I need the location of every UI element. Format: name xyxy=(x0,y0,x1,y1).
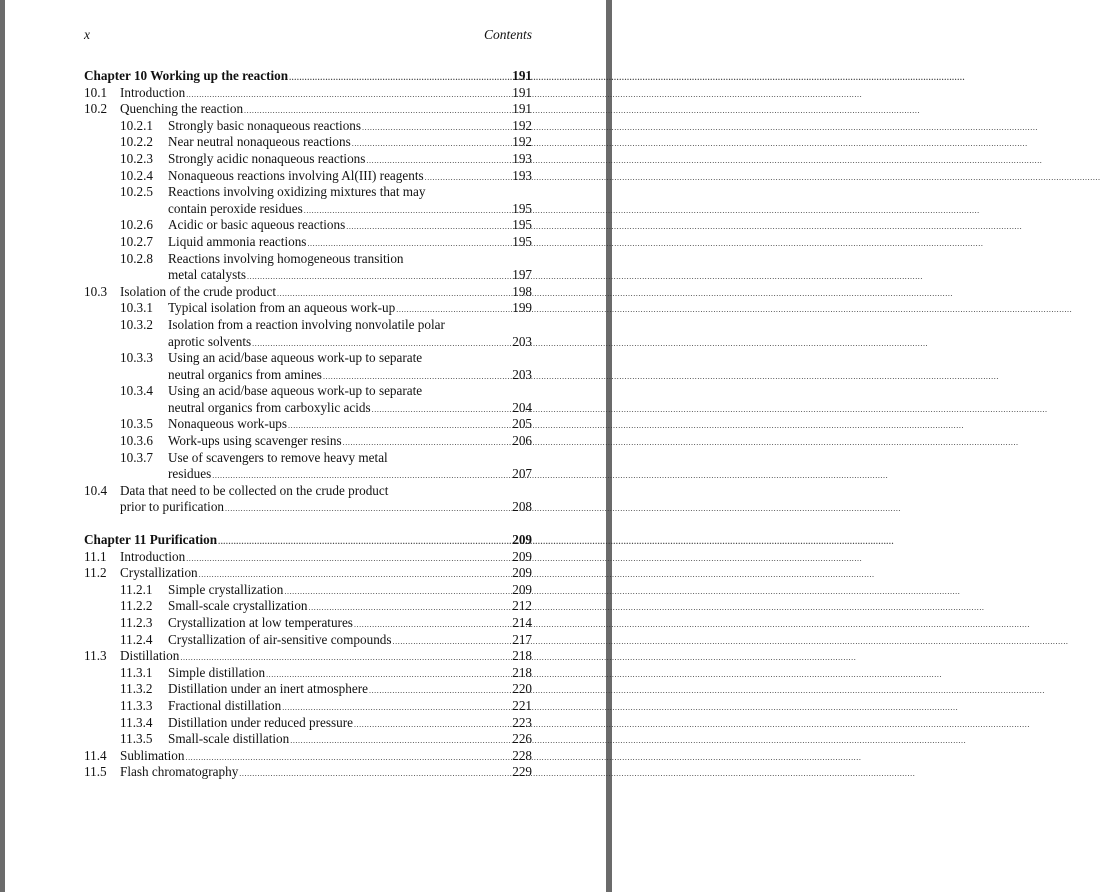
toc-page-number: 209 xyxy=(512,565,532,581)
toc-page-number: 191 xyxy=(512,84,532,100)
dot-leader xyxy=(225,501,511,518)
chapter-title: Chapter 11 Purification xyxy=(84,532,218,548)
toc-page-number: 217 xyxy=(512,631,532,647)
toc-entry-number: 10.3.7 xyxy=(120,449,153,465)
chapter-title: Chapter 10 Working up the reaction xyxy=(84,68,289,83)
toc-entry-title: Typical isolation from an aqueous work-up xyxy=(168,300,396,316)
toc-entry-title-line1: Reactions involving homogeneous transition xyxy=(168,250,404,266)
toc-entry-continuation xyxy=(84,334,532,351)
toc-subsection-entry xyxy=(84,731,532,748)
toc-section-entry xyxy=(84,565,532,582)
toc-entry-title: neutral organics from carboxylic acids xyxy=(168,399,371,415)
toc-entry-title: Distillation xyxy=(120,648,180,664)
toc-subsection-entry xyxy=(84,632,532,649)
toc-entry-title: Near neutral nonaqueous reactions xyxy=(168,134,351,150)
toc-subsection-entry xyxy=(84,134,532,151)
toc-entry-title: Nonaqueous reactions involving Al(III) reagents xyxy=(168,167,424,183)
toc-entry-number: 10.2.2 xyxy=(120,134,153,150)
toc-entry-title-line1: Using an acid/base aqueous work-up to separate xyxy=(168,350,423,366)
toc-entry-title: neutral organics from amines xyxy=(168,366,322,382)
toc-entry-title: Acidic or basic aqueous reactions xyxy=(168,217,346,233)
toc-entry-title: Distillation under an inert atmosphere xyxy=(168,681,368,697)
page-number: x xyxy=(84,27,90,42)
toc-entry-number: 11.2.3 xyxy=(120,615,153,630)
toc-page-number: 223 xyxy=(512,714,532,730)
toc-section-entry xyxy=(84,483,532,500)
toc-entry-title-line1: Isolation from a reaction involving nonvolatile polar xyxy=(168,316,445,332)
toc-entry-number: 11.3.3 xyxy=(120,697,153,713)
chapter-page-number: 191 xyxy=(512,68,532,83)
toc-page-number: 218 xyxy=(512,664,532,680)
toc-entry-number: 11.3.1 xyxy=(120,664,153,680)
chapter-page-number: 209 xyxy=(512,532,532,548)
toc-entry-number: 10.2.4 xyxy=(120,167,153,183)
toc-entry-title: Strongly acidic nonaqueous reactions xyxy=(168,150,366,166)
toc-page-number: 198 xyxy=(512,283,532,299)
toc-section-entry xyxy=(84,648,532,665)
toc-page-number: 206 xyxy=(512,433,532,449)
toc-entry-title-line1: Use of scavengers to remove heavy metal xyxy=(168,449,388,465)
toc-section-entry xyxy=(84,549,532,566)
toc-subsection-entry xyxy=(84,234,532,251)
toc-entry-title: Flash chromatography xyxy=(120,764,239,780)
toc-subsection-entry xyxy=(84,168,532,185)
toc-page-number: 199 xyxy=(512,300,532,316)
toc-entry-number: 10.2.3 xyxy=(120,150,153,166)
toc-entry-number: 10.4 xyxy=(84,482,108,498)
toc-entry-number: 10.3.2 xyxy=(120,316,153,332)
toc-entry-number: 10.3 xyxy=(84,283,108,299)
toc-entry-continuation xyxy=(84,499,532,516)
chapter-heading xyxy=(84,68,532,85)
toc-subsection-entry xyxy=(84,450,532,467)
toc-subsection-entry xyxy=(84,598,532,615)
toc-entry-continuation xyxy=(84,400,532,417)
dot-leader xyxy=(425,170,512,187)
toc-entry-number: 11.5 xyxy=(84,764,107,780)
toc-entry-title: Quenching the reaction xyxy=(120,101,244,117)
toc-entry-title: Fractional distillation xyxy=(168,697,282,713)
toc-entry-title-line1: Using an acid/base aqueous work-up to separate xyxy=(168,383,423,399)
toc-entry-title: Crystallization of air-sensitive compounds xyxy=(168,631,392,647)
toc-page-number: 220 xyxy=(512,681,532,697)
toc-page-number: 205 xyxy=(512,416,532,432)
toc-entry-number: 11.3.4 xyxy=(120,714,153,730)
toc-entry-number: 11.2 xyxy=(84,565,107,581)
toc-entry-number: 11.2.2 xyxy=(120,598,153,614)
toc-entry-title: Small-scale crystallization xyxy=(168,598,308,614)
toc-entry-continuation xyxy=(84,267,532,284)
dot-leader xyxy=(369,683,511,700)
toc-entry-title-line1: Data that need to be collected on the crude product xyxy=(120,482,389,498)
toc-entry-title: Liquid ammonia reactions xyxy=(168,233,307,249)
toc-entry-title: metal catalysts xyxy=(168,267,246,283)
toc-section-entry xyxy=(84,284,532,301)
toc-page-number: 209 xyxy=(512,581,532,597)
toc-entry-number: 10.3.4 xyxy=(120,383,153,399)
toc-entry-continuation xyxy=(84,367,532,384)
toc-entry-number: 11.4 xyxy=(84,747,107,763)
dot-leader xyxy=(186,551,511,568)
toc-page-number: 193 xyxy=(512,167,532,183)
page-edge-left xyxy=(0,0,5,892)
toc-page-number: 207 xyxy=(512,466,532,482)
dot-leader xyxy=(218,534,511,551)
toc-entry-title: Distillation under reduced pressure xyxy=(168,714,353,730)
toc-entry-title: contain peroxide residues xyxy=(168,200,303,216)
dot-leader xyxy=(284,584,511,601)
toc-subsection-entry xyxy=(84,350,532,367)
dot-leader xyxy=(239,766,511,783)
toc-page-number: 195 xyxy=(512,233,532,249)
toc-entry-number: 10.3.3 xyxy=(120,350,153,366)
toc-subsection-entry xyxy=(84,433,532,450)
toc-subsection-entry xyxy=(84,184,532,201)
toc-page-number: 203 xyxy=(512,333,532,349)
toc-entry-number: 10.2.7 xyxy=(120,233,153,249)
dot-leader xyxy=(372,402,512,419)
toc-page-number: 192 xyxy=(512,117,532,133)
toc-page-number: 229 xyxy=(512,764,532,780)
toc-page-number: 195 xyxy=(512,217,532,233)
toc-entry-title-line1: Reactions involving oxidizing mixtures that may xyxy=(168,184,426,200)
toc-subsection-entry xyxy=(84,251,532,268)
toc-entry-title: Isolation of the crude product xyxy=(120,283,277,299)
toc-page-number: 192 xyxy=(512,134,532,150)
toc-entry-number: 11.3.2 xyxy=(120,681,153,697)
chapter-spacer xyxy=(84,516,532,532)
toc-entry-number: 10.2.8 xyxy=(120,250,153,266)
dot-leader xyxy=(346,219,511,236)
toc-subsection-entry xyxy=(84,665,532,682)
toc-page-number: 193 xyxy=(512,150,532,166)
toc-entry-title: Simple crystallization xyxy=(168,581,284,597)
toc-subsection-entry xyxy=(84,217,532,234)
toc-entry-number: 10.2 xyxy=(84,101,108,117)
toc-entry-number: 11.3.5 xyxy=(120,731,153,747)
toc-page-number: 195 xyxy=(512,200,532,216)
toc-entry-title: Small-scale distillation xyxy=(168,731,290,747)
toc-entry-number: 10.1 xyxy=(84,84,108,100)
toc-entry-number: 11.3 xyxy=(84,648,107,664)
dot-leader xyxy=(362,120,511,137)
table-of-contents xyxy=(84,68,532,781)
toc-entry-title: prior to purification xyxy=(120,499,225,515)
toc-entry-continuation xyxy=(84,201,532,218)
toc-entry-continuation xyxy=(84,466,532,483)
dot-leader xyxy=(354,717,511,734)
toc-page-number: 203 xyxy=(512,366,532,382)
toc-page-number: 208 xyxy=(512,499,532,515)
toc-entry-number: 11.2.1 xyxy=(120,581,153,597)
toc-entry-number: 10.2.1 xyxy=(120,117,153,133)
toc-entry-title: Introduction xyxy=(120,84,186,100)
toc-page-number: 218 xyxy=(512,648,532,664)
dot-leader xyxy=(352,136,511,153)
toc-page-number: 212 xyxy=(512,598,532,614)
toc-subsection-entry xyxy=(84,317,532,334)
toc-entry-title: Simple distillation xyxy=(168,664,266,680)
toc-entry-title: Crystallization at low temperatures xyxy=(168,615,353,630)
toc-entry-number: 10.2.5 xyxy=(120,184,153,200)
toc-subsection-entry xyxy=(84,151,532,168)
toc-subsection-entry xyxy=(84,118,532,135)
toc-subsection-entry xyxy=(84,383,532,400)
dot-leader xyxy=(289,70,511,87)
toc-entry-number: 11.2.4 xyxy=(120,631,153,647)
toc-page-number: 191 xyxy=(512,101,532,117)
toc-entry-number: 10.3.6 xyxy=(120,433,153,449)
toc-page-number: 226 xyxy=(512,731,532,747)
toc-entry-number: 10.3.1 xyxy=(120,300,153,316)
toc-subsection-entry xyxy=(84,681,532,698)
toc-page-number: 209 xyxy=(512,548,532,564)
toc-page-number: 197 xyxy=(512,267,532,283)
toc-entry-title: Sublimation xyxy=(120,747,185,763)
toc-entry-title: Nonaqueous work-ups xyxy=(168,416,288,432)
toc-entry-title: Crystallization xyxy=(120,565,198,581)
toc-page-number: 214 xyxy=(512,615,532,630)
toc-section-entry xyxy=(84,764,532,781)
toc-subsection-entry xyxy=(84,416,532,433)
toc-entry-title: aprotic solvents xyxy=(168,333,252,349)
toc-entry-title: Introduction xyxy=(120,548,186,564)
dot-leader xyxy=(290,733,511,750)
chapter-heading xyxy=(84,532,532,549)
toc-entry-title: Strongly basic nonaqueous reactions xyxy=(168,117,362,133)
toc-entry-title: residues xyxy=(168,466,212,482)
toc-entry-number: 11.1 xyxy=(84,548,107,564)
toc-entry-number: 10.2.6 xyxy=(120,217,153,233)
toc-section-entry xyxy=(84,85,532,102)
toc-section-entry xyxy=(84,748,532,765)
toc-subsection-entry xyxy=(84,715,532,732)
toc-subsection-entry xyxy=(84,698,532,715)
running-title: Contents xyxy=(483,27,532,42)
toc-entry-title: Work-ups using scavenger resins xyxy=(168,433,342,449)
toc-subsection-entry xyxy=(84,582,532,599)
toc-entry-number: 10.3.5 xyxy=(120,416,153,432)
toc-subsection-entry xyxy=(84,615,532,632)
toc-subsection-entry xyxy=(84,300,532,317)
toc-page-number: 204 xyxy=(512,399,532,415)
page-header xyxy=(84,27,532,45)
toc-page-number: 221 xyxy=(512,697,532,713)
toc-section-entry xyxy=(84,101,532,118)
dot-leader xyxy=(393,634,512,651)
toc-page-number: 228 xyxy=(512,747,532,763)
dot-leader xyxy=(247,269,511,286)
